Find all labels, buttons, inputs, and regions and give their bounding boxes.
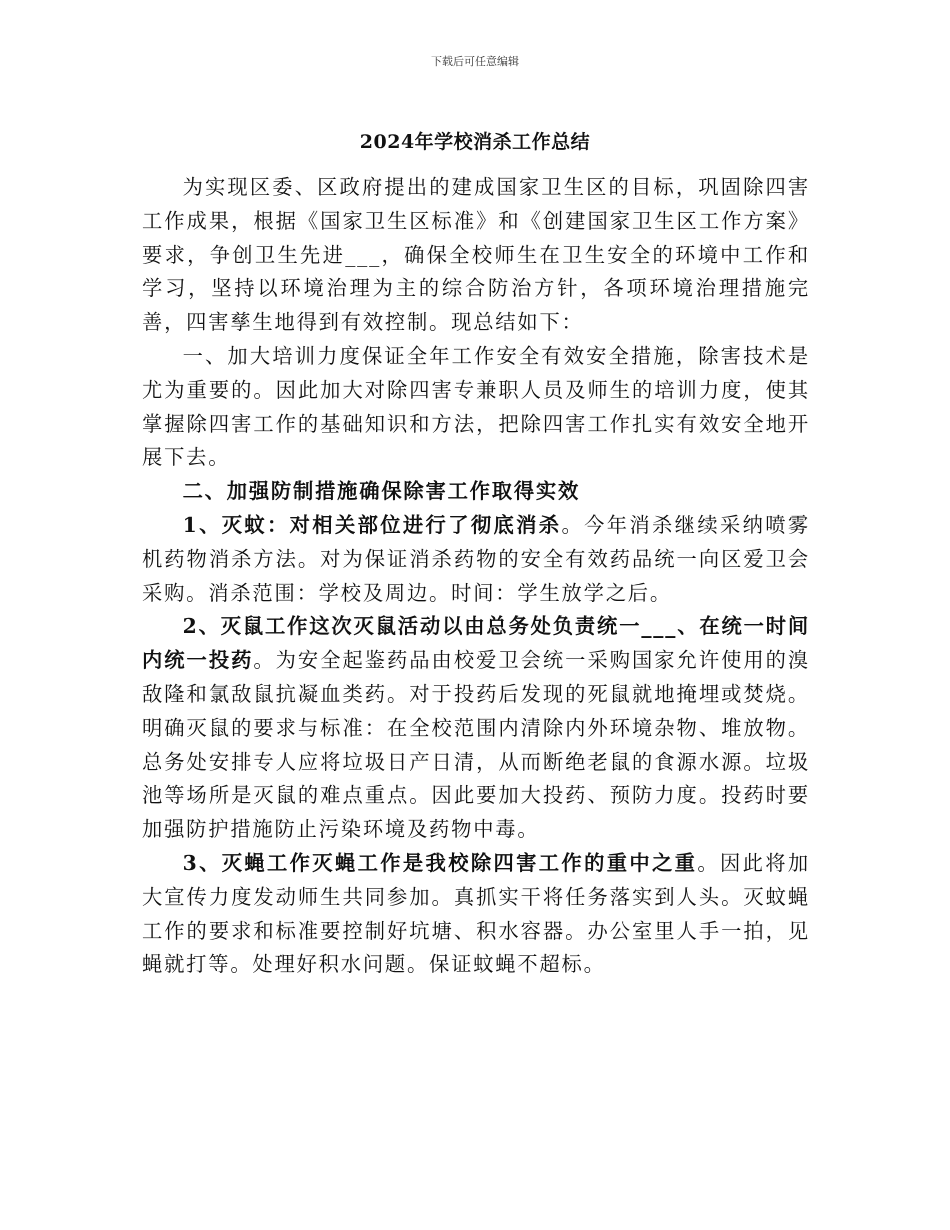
section-two-heading: 二、加强防制措施确保除害工作取得实效 bbox=[182, 479, 581, 504]
fly-lead: 3、灭蝇工作灭蝇工作是我校除四害工作的重中之重 bbox=[182, 850, 698, 875]
document-body bbox=[142, 171, 810, 982]
rodent-text: 。为安全起鉴药品由校爱卫会统一采购国家允许使用的溴敌隆和氯敌鼠抗凝血类药。对于投药后发现的死鼠就地掩埋或焚烧。明确灭鼠的要求与标准：在全校范围内清除内外环境杂物、堆放物。总务处安排专人应将垃圾日产日清，从而断绝老鼠的食源水源。垃圾池等场所是灭鼠的难点重点。因此要加大投药、预防力度。投药时要加强防护措施防止污染环境及药物中毒。 bbox=[142, 648, 810, 842]
intro-paragraph: 为实现区委、区政府提出的建成国家卫生区的目标，巩固除四害工作成果，根据《国家卫生区标准》和《创建国家卫生区工作方案》要求，争创卫生先进___，确保全校师生在卫生安全的环境中工作和学习，坚持以环境治理为主的综合防治方针，各项环境治理措施完善，四害孳生地得到有效控制。现总结如下： bbox=[142, 175, 810, 335]
rodent-paragraph bbox=[142, 610, 810, 847]
rodent-lead: 2、灭鼠工作这次灭鼠活动以由总务处负责统一___、在统一时间内统一投药 bbox=[142, 614, 810, 673]
section-one-paragraph: 一、加大培训力度保证全年工作安全有效安全措施，除害技术是尤为重要的。因此加大对除四害专兼职人员及师生的培训力度，使其掌握除四害工作的基础知识和方法，把除四害工作扎实有效安全地开展下去。 bbox=[142, 343, 810, 470]
mosquito-text: 。今年消杀继续采纳喷雾机药物消杀方法。对为保证消杀药物的安全有效药品统一向区爱卫会采购。消杀范围：学校及周边。时间：学生放学之后。 bbox=[142, 512, 810, 605]
header-note: 下载后可任意编辑 bbox=[431, 55, 519, 68]
mosquito-paragraph bbox=[142, 509, 810, 610]
fly-text: 。因此将加大宣传力度发动师生共同参加。真抓实干将任务落实到人头。灭蚊蝇工作的要求和标准要控制好坑塘、积水容器。办公室里人手一拍，见蝇就打等。处理好积水问题。保证蚊蝇不超标。 bbox=[142, 850, 810, 977]
fly-paragraph bbox=[142, 847, 810, 982]
document-title: 2024年学校消杀工作总结 bbox=[359, 131, 591, 153]
mosquito-lead: 1、灭蚊：对相关部位进行了彻底消杀 bbox=[182, 512, 562, 537]
